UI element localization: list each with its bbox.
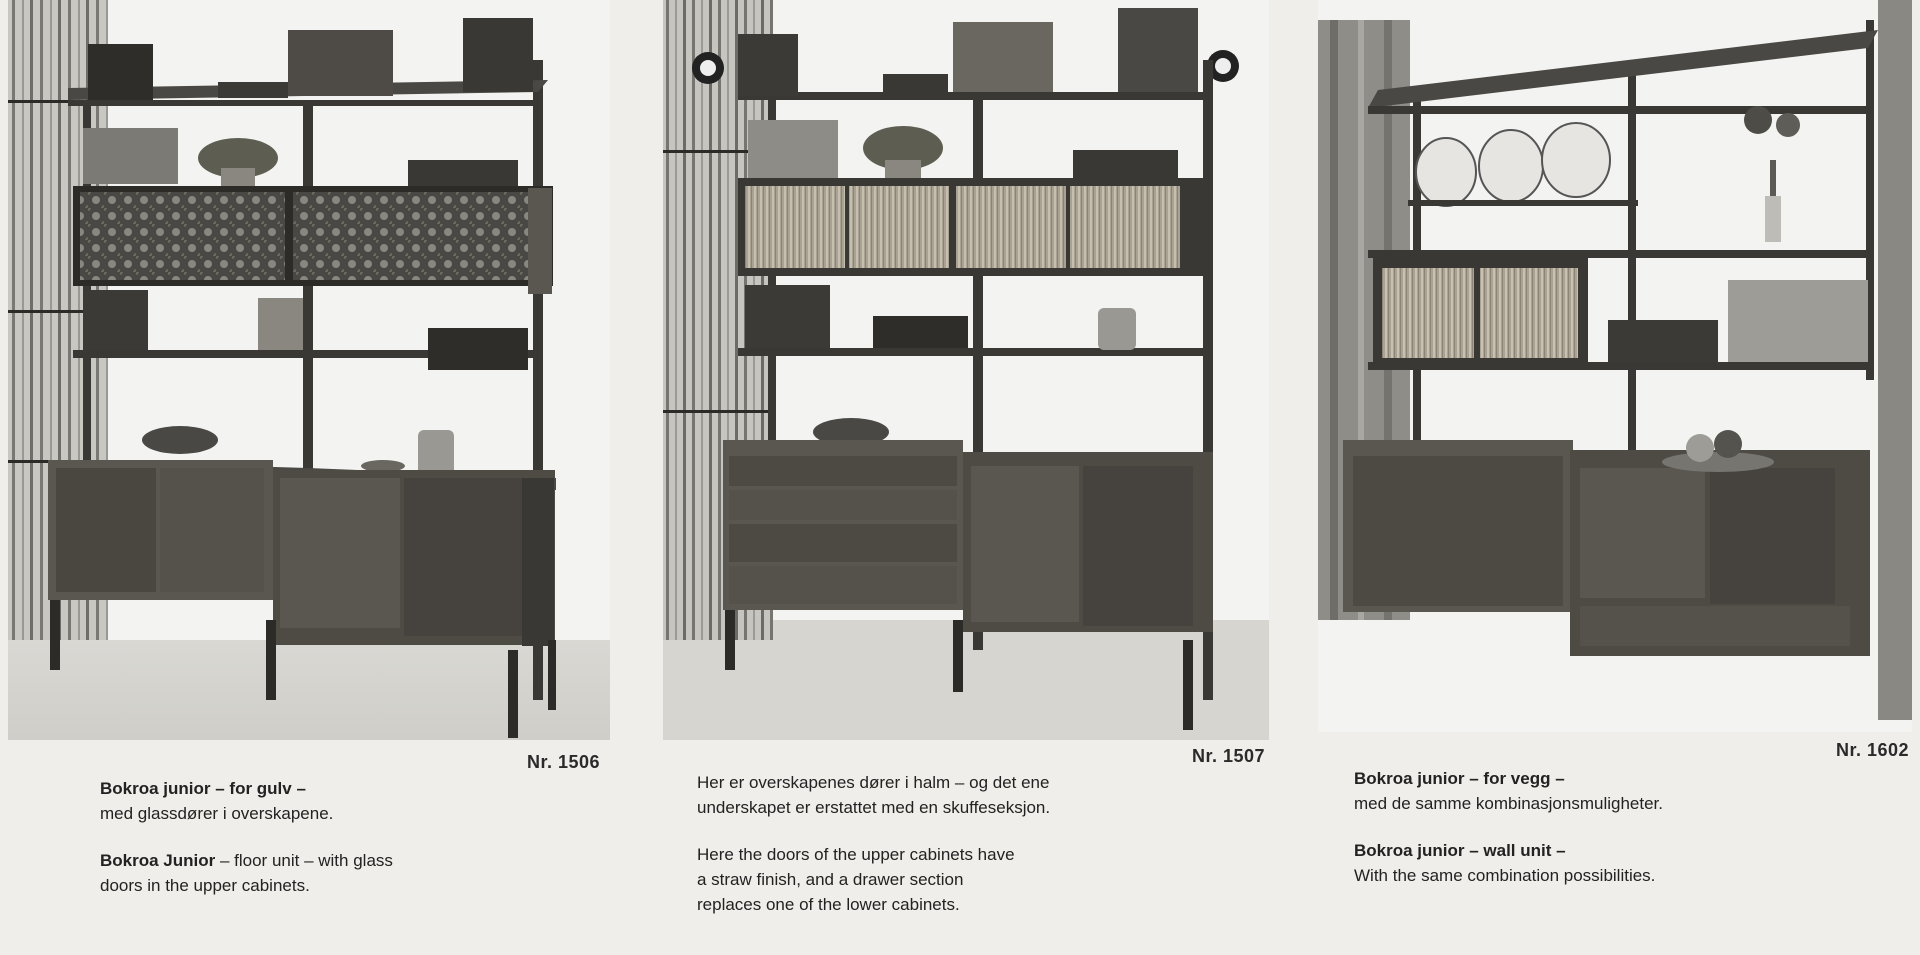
caption-text: doors in the upper cabinets. bbox=[100, 876, 310, 895]
plate bbox=[1479, 130, 1543, 202]
caption-title: Bokroa junior – for gulv – bbox=[100, 779, 306, 798]
plate bbox=[1542, 123, 1610, 197]
books bbox=[83, 290, 148, 350]
caption-text: With the same combination possibilities. bbox=[1354, 866, 1656, 885]
plate bbox=[1416, 138, 1476, 206]
books bbox=[748, 120, 838, 178]
caption-text: – floor unit – with glass bbox=[215, 851, 393, 870]
caption-norwegian bbox=[100, 776, 520, 826]
caption-straw-unit bbox=[697, 770, 1147, 939]
books bbox=[1118, 8, 1198, 92]
floor-unit-illustration bbox=[8, 0, 610, 740]
books bbox=[953, 22, 1053, 92]
books bbox=[873, 316, 968, 348]
caption-wall-unit bbox=[1354, 766, 1814, 910]
photo-wall-unit bbox=[1318, 0, 1912, 732]
caption-norwegian bbox=[1354, 766, 1814, 816]
books bbox=[463, 18, 533, 92]
books bbox=[745, 285, 830, 348]
books bbox=[428, 328, 528, 370]
caption-english bbox=[697, 842, 1147, 917]
books bbox=[1728, 280, 1868, 368]
caption-norwegian bbox=[697, 770, 1147, 820]
caption-text: Her er overskapenes dører i halm – og det ene bbox=[697, 773, 1050, 792]
books bbox=[1608, 320, 1718, 368]
caption-text: Here the doors of the upper cabinets have bbox=[697, 845, 1015, 864]
fruit-plate bbox=[1662, 452, 1774, 472]
photo-straw-doors-drawer-section bbox=[663, 0, 1269, 740]
straw-unit-illustration bbox=[663, 0, 1269, 740]
caption-floor-unit bbox=[100, 776, 520, 920]
model-number-1602: Nr. 1602 bbox=[1836, 740, 1910, 760]
caption-english bbox=[100, 848, 520, 898]
books bbox=[1073, 150, 1178, 178]
caption-title: Bokroa junior – for vegg – bbox=[1354, 769, 1565, 788]
books bbox=[738, 34, 798, 96]
books bbox=[88, 44, 153, 100]
photo-floor-unit-glass-doors bbox=[8, 0, 610, 740]
model-number-1506: Nr. 1506 bbox=[527, 752, 601, 772]
fruit-bowl bbox=[142, 426, 218, 454]
teapot bbox=[418, 430, 454, 476]
caption-text: a straw finish, and a drawer section bbox=[697, 870, 964, 889]
caption-text: underskapet er erstattet med en skuffeseksjon. bbox=[697, 798, 1051, 817]
caption-english bbox=[1354, 838, 1814, 888]
flowers bbox=[1744, 106, 1772, 134]
teapot bbox=[1098, 308, 1136, 350]
caption-title: Bokroa junior – wall unit – bbox=[1354, 841, 1566, 860]
caption-text: med glassdører i overskapene. bbox=[100, 804, 334, 823]
model-number-1507: Nr. 1507 bbox=[1192, 746, 1266, 766]
books bbox=[258, 298, 303, 350]
wall-unit-illustration bbox=[1318, 0, 1912, 732]
caption-title: Bokroa Junior bbox=[100, 851, 216, 870]
books bbox=[288, 30, 393, 96]
books bbox=[83, 128, 178, 184]
books bbox=[408, 160, 518, 186]
caption-text: replaces one of the lower cabinets. bbox=[697, 895, 960, 914]
caption-text: med de samme kombinasjonsmuligheter. bbox=[1354, 794, 1663, 813]
